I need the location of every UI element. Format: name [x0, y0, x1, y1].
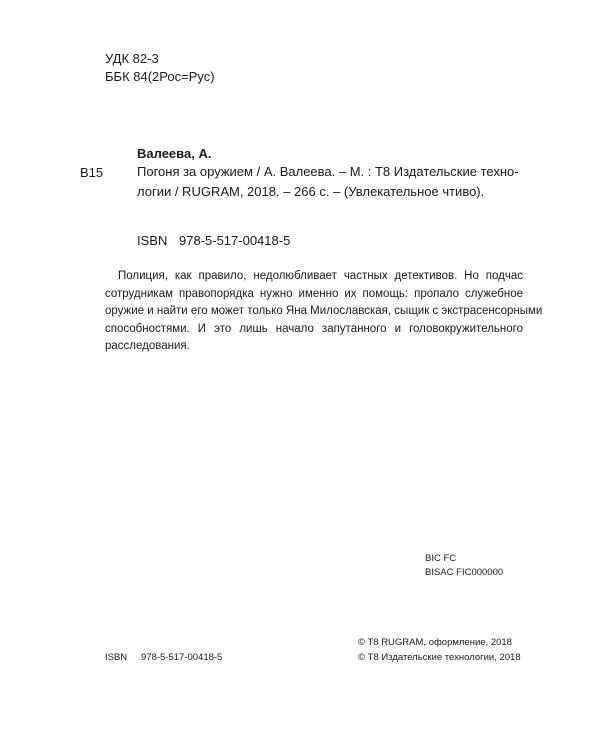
isbn-main-label: ISBN — [137, 233, 168, 248]
bic-code: BIC FC — [425, 553, 457, 564]
bibliographic-description — [137, 162, 557, 202]
isbn-main-value: 978-5-517-00418-5 — [179, 233, 291, 248]
copyright-design: © T8 RUGRAM, оформление, 2018 — [358, 637, 512, 648]
isbn-bottom-value: 978-5-517-00418-5 — [141, 652, 223, 663]
copyright-publisher: © Т8 Издательские технологии, 2018 — [358, 652, 521, 663]
biblio-line-2: логии / RUGRAM, 2018. – 266 с. – (Увлекательное чтиво). — [137, 184, 485, 199]
biblio-line-1: Погоня за оружием / А. Валеева. – М. : Т8 Издательские техно- — [137, 164, 519, 179]
annotation-line: способностями. И это лишь начало запутанного и головокружительного — [105, 322, 523, 335]
udk-code: УДК 82-3 — [105, 51, 159, 66]
annotation-line: оружие и найти его может только Яна Милославская, сыщик с экстрасенсорными — [105, 305, 543, 317]
annotation-line: расследования. — [105, 340, 190, 352]
annotation-line: сотрудникам правопорядка нужно именно их помощь: пропало служебное — [105, 287, 523, 300]
annotation — [105, 268, 543, 356]
bisac-code: BISAC FIC000000 — [425, 567, 504, 578]
bbk-code: ББК 84(2Рос=Рус) — [105, 69, 215, 84]
isbn-bottom-label: ISBN — [105, 652, 128, 663]
author-code: В15 — [80, 165, 104, 180]
author-heading: Валеева, А. — [137, 146, 212, 161]
annotation-line: Полиция, как правило, недолюбливает частных детективов. Но подчас — [118, 270, 523, 282]
isbn-bottom — [105, 651, 222, 665]
isbn-main — [137, 232, 290, 249]
